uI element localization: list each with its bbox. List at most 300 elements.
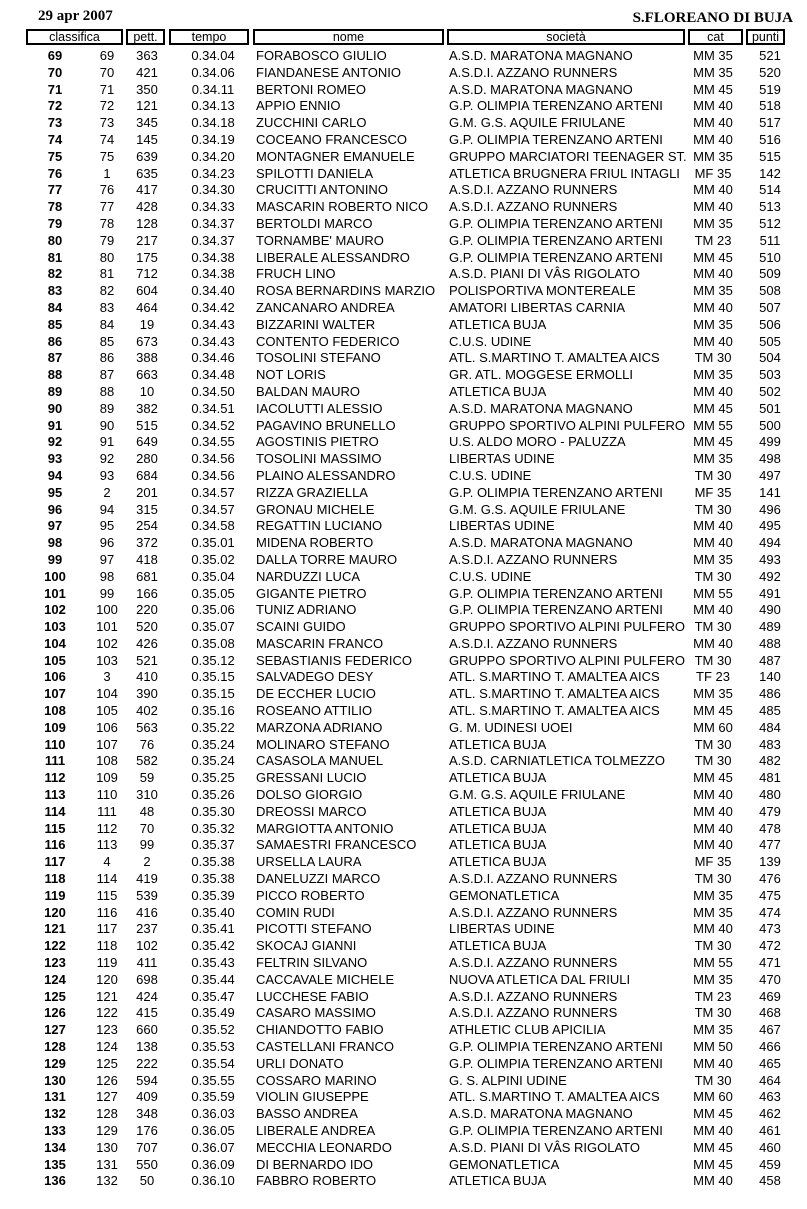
cell-cat: MM 35 (693, 367, 733, 383)
cell-classifica-categoria: 80 (99, 249, 115, 265)
cell-pettorale: 424 (136, 988, 158, 1004)
cell-nome: RIZZA GRAZIELLA (256, 484, 368, 500)
cell-punti: 518 (759, 98, 781, 114)
cell-tempo: 0.34.20 (191, 148, 235, 164)
cell-pettorale: 76 (139, 736, 155, 752)
cell-classifica-categoria: 94 (99, 501, 115, 517)
table-row (0, 720, 807, 737)
cell-cat: TM 30 (694, 501, 732, 517)
cell-nome: DOLSO GIORGIO (256, 787, 363, 803)
cell-classifica-categoria: 3 (103, 669, 111, 685)
cell-classifica-categoria: 115 (96, 887, 118, 903)
table-row (0, 216, 807, 233)
cell-societa: POLISPORTIVA MONTEREALE (449, 283, 636, 299)
cell-nome: TUNIZ ADRIANO (256, 602, 357, 618)
cell-punti: 516 (759, 131, 781, 147)
cell-societa: G.P. OLIMPIA TERENZANO ARTENI (449, 249, 663, 265)
cell-classifica: 122 (44, 938, 66, 954)
cell-tempo: 0.35.55 (191, 1072, 235, 1088)
cell-tempo: 0.35.32 (191, 820, 235, 836)
cell-classifica-categoria: 111 (97, 803, 117, 819)
cell-punti: 501 (759, 400, 781, 416)
cell-classifica: 77 (47, 182, 63, 198)
cell-classifica: 94 (47, 467, 63, 483)
cell-punti: 495 (759, 518, 781, 534)
cell-punti: 490 (759, 602, 781, 618)
table-row (0, 753, 807, 770)
cell-punti: 506 (759, 316, 781, 332)
table-row (0, 1157, 807, 1174)
cell-classifica: 86 (47, 333, 63, 349)
cell-punti: 514 (759, 182, 781, 198)
cell-pettorale: 417 (136, 182, 158, 198)
cell-classifica: 110 (44, 736, 66, 752)
cell-societa: G.M. G.S. AQUILE FRIULANE (449, 115, 626, 131)
cell-classifica-categoria: 100 (96, 602, 118, 618)
cell-pettorale: 201 (136, 484, 158, 500)
cell-classifica: 123 (44, 955, 66, 971)
cell-pettorale: 707 (136, 1139, 158, 1155)
table-row (0, 669, 807, 686)
cell-punti: 484 (759, 719, 781, 735)
cell-pettorale: 254 (136, 518, 158, 534)
cell-tempo: 0.35.06 (191, 602, 235, 618)
cell-classifica: 104 (44, 635, 66, 651)
cell-tempo: 0.34.06 (191, 64, 235, 80)
cell-tempo: 0.34.42 (191, 299, 235, 315)
cell-cat: MM 40 (693, 1173, 733, 1189)
cell-societa: NUOVA ATLETICA DAL FRIULI (449, 971, 631, 987)
cell-nome: GIGANTE PIETRO (256, 585, 367, 601)
cell-pettorale: 176 (136, 1123, 158, 1138)
cell-tempo: 0.34.57 (191, 484, 235, 500)
cell-punti: 140 (759, 669, 781, 685)
cell-classifica: 107 (44, 686, 66, 702)
cell-classifica: 95 (47, 484, 63, 500)
cell-classifica-categoria: 117 (96, 921, 118, 937)
cell-tempo: 0.35.44 (191, 971, 235, 987)
cell-nome: DE ECCHER LUCIO (256, 686, 376, 702)
cell-tempo: 0.35.12 (191, 652, 235, 668)
cell-tempo: 0.35.07 (191, 619, 235, 635)
cell-classifica-categoria: 126 (96, 1072, 118, 1088)
cell-punti: 489 (759, 619, 781, 635)
cell-punti: 491 (759, 585, 781, 601)
cell-pettorale: 50 (139, 1173, 155, 1189)
table-row (0, 451, 807, 468)
cell-tempo: 0.35.39 (191, 887, 235, 903)
cell-tempo: 0.34.48 (191, 367, 235, 383)
table-row (0, 300, 807, 317)
cell-tempo: 0.34.46 (191, 350, 235, 366)
table-row (0, 636, 807, 653)
cell-nome: FABBRO ROBERTO (256, 1173, 377, 1189)
cell-pettorale: 19 (139, 316, 155, 332)
cell-punti: 460 (759, 1139, 781, 1155)
cell-societa: A.S.D. PIANI DI VÂS RIGOLATO (449, 266, 640, 282)
cell-pettorale: 521 (136, 652, 158, 668)
cell-societa: A.S.D. MARATONA MAGNANO (449, 1106, 633, 1122)
cell-pettorale: 673 (136, 333, 158, 349)
table-row (0, 535, 807, 552)
cell-classifica-categoria: 69 (99, 48, 115, 63)
cell-classifica-categoria: 84 (99, 316, 115, 332)
cell-cat: TM 30 (694, 753, 732, 769)
cell-pettorale: 421 (136, 64, 158, 80)
cell-tempo: 0.34.37 (191, 232, 235, 248)
cell-societa: G.P. OLIMPIA TERENZANO ARTENI (449, 484, 663, 500)
cell-classifica-categoria: 81 (99, 266, 115, 282)
cell-classifica-categoria: 125 (96, 1055, 118, 1071)
cell-classifica-categoria: 71 (99, 81, 115, 97)
cell-classifica: 102 (44, 602, 66, 618)
cell-classifica-categoria: 104 (96, 686, 118, 702)
cell-cat: MM 40 (693, 602, 733, 618)
cell-pettorale: 388 (136, 350, 158, 366)
cell-punti: 474 (759, 904, 781, 920)
table-row (0, 502, 807, 519)
cell-punti: 472 (759, 938, 781, 954)
cell-classifica: 80 (47, 232, 63, 248)
cell-classifica: 109 (44, 719, 66, 735)
cell-societa: C.U.S. UDINE (449, 467, 532, 483)
cell-societa: ATHLETIC CLUB APICILIA (449, 1022, 606, 1038)
cell-societa: GEMONATLETICA (449, 1156, 560, 1172)
cell-classifica-categoria: 121 (96, 988, 118, 1004)
cell-nome: CASARO MASSIMO (256, 1005, 376, 1021)
cell-nome: GRESSANI LUCIO (256, 770, 367, 786)
cell-classifica-categoria: 4 (103, 854, 111, 870)
table-row (0, 1089, 807, 1106)
cell-tempo: 0.35.38 (191, 871, 235, 887)
cell-tempo: 0.36.07 (191, 1139, 235, 1155)
cell-classifica-categoria: 79 (99, 232, 115, 248)
cell-nome: MARZONA ADRIANO (256, 719, 383, 735)
cell-nome: APPIO ENNIO (256, 98, 341, 114)
cell-nome: SKOCAJ GIANNI (256, 938, 357, 954)
cell-nome: MONTAGNER EMANUELE (256, 148, 415, 164)
cell-punti: 515 (759, 148, 781, 164)
table-row (0, 854, 807, 871)
cell-pettorale: 390 (136, 686, 158, 702)
cell-societa: A.S.D.I. AZZANO RUNNERS (449, 199, 618, 215)
cell-societa: LIBERTAS UDINE (449, 921, 555, 937)
cell-societa: GRUPPO SPORTIVO ALPINI PULFERO (449, 652, 685, 668)
cell-punti: 520 (759, 64, 781, 80)
cell-societa: GRUPPO MARCIATORI TEENAGER ST. (449, 148, 687, 164)
cell-cat: TM 30 (694, 619, 732, 635)
cell-nome: PAGAVINO BRUNELLO (256, 417, 396, 433)
cell-cat: TM 30 (694, 1072, 732, 1088)
cell-punti: 502 (759, 383, 781, 399)
cell-tempo: 0.35.05 (191, 585, 235, 601)
cell-classifica-categoria: 75 (99, 148, 115, 164)
cell-punti: 499 (759, 434, 781, 450)
cell-cat: MM 35 (693, 148, 733, 164)
table-row (0, 905, 807, 922)
cell-pettorale: 520 (136, 619, 158, 635)
cell-punti: 500 (759, 417, 781, 433)
cell-nome: CONTENTO FEDERICO (256, 333, 400, 349)
table-row (0, 602, 807, 619)
cell-cat: MM 40 (693, 182, 733, 198)
cell-tempo: 0.34.43 (191, 333, 235, 349)
cell-classifica-categoria: 2 (103, 484, 111, 500)
table-row (0, 888, 807, 905)
cell-punti: 141 (759, 484, 781, 500)
cell-classifica-categoria: 98 (99, 568, 115, 584)
cell-nome: PICOTTI STEFANO (256, 921, 372, 937)
cell-nome: DALLA TORRE MAURO (256, 551, 398, 567)
cell-punti: 139 (759, 854, 781, 870)
cell-tempo: 0.36.03 (191, 1106, 235, 1122)
cell-nome: BERTONI ROMEO (256, 81, 367, 97)
cell-tempo: 0.35.42 (191, 938, 235, 954)
cell-societa: ATL. S.MARTINO T. AMALTEA AICS (449, 1089, 660, 1105)
cell-societa: G.P. OLIMPIA TERENZANO ARTENI (449, 1123, 663, 1138)
cell-classifica: 92 (47, 434, 63, 450)
cell-societa: G.P. OLIMPIA TERENZANO ARTENI (449, 585, 663, 601)
cell-societa: A.S.D.I. AZZANO RUNNERS (449, 904, 618, 920)
cell-punti: 504 (759, 350, 781, 366)
cell-cat: MM 40 (693, 131, 733, 147)
cell-classifica: 98 (47, 535, 63, 551)
cell-tempo: 0.35.37 (191, 837, 235, 853)
table-row (0, 334, 807, 351)
cell-classifica: 125 (44, 988, 66, 1004)
cell-cat: MM 35 (693, 64, 733, 80)
cell-pettorale: 663 (136, 367, 158, 383)
cell-tempo: 0.34.40 (191, 283, 235, 299)
cell-tempo: 0.35.43 (191, 955, 235, 971)
table-row (0, 401, 807, 418)
cell-societa: GRUPPO SPORTIVO ALPINI PULFERO (449, 417, 685, 433)
cell-societa: ATLETICA BRUGNERA FRIUL INTAGLI (449, 165, 680, 181)
cell-pettorale: 382 (136, 400, 158, 416)
cell-pettorale: 128 (136, 215, 158, 231)
cell-cat: MM 45 (693, 400, 733, 416)
cell-cat: MM 45 (693, 1139, 733, 1155)
cell-societa: GEMONATLETICA (449, 887, 560, 903)
cell-societa: ATL. S.MARTINO T. AMALTEA AICS (449, 350, 660, 366)
cell-classifica: 85 (47, 316, 63, 332)
cell-societa: ATLETICA BUJA (449, 803, 547, 819)
cell-nome: FELTRIN SILVANO (256, 955, 368, 971)
cell-classifica: 88 (47, 367, 63, 383)
cell-societa: A.S.D.I. AZZANO RUNNERS (449, 64, 618, 80)
cell-nome: CACCAVALE MICHELE (256, 971, 395, 987)
cell-pettorale: 102 (136, 938, 158, 954)
cell-nome: BASSO ANDREA (256, 1106, 358, 1122)
table-row (0, 804, 807, 821)
cell-punti: 463 (759, 1089, 781, 1105)
cell-pettorale: 639 (136, 148, 158, 164)
cell-cat: MM 35 (693, 1022, 733, 1038)
cell-classifica-categoria: 105 (96, 703, 118, 719)
cell-cat: MM 40 (693, 921, 733, 937)
cell-nome: COSSARO MARINO (256, 1072, 377, 1088)
cell-punti: 476 (759, 871, 781, 887)
cell-cat: MM 60 (693, 1089, 733, 1105)
cell-nome: SAMAESTRI FRANCESCO (256, 837, 417, 853)
cell-classifica: 118 (44, 871, 66, 887)
cell-pettorale: 464 (136, 299, 158, 315)
cell-tempo: 0.34.50 (191, 383, 235, 399)
cell-classifica: 71 (47, 81, 63, 97)
cell-cat: TM 30 (694, 1005, 732, 1021)
table-row (0, 1005, 807, 1022)
cell-classifica-categoria: 120 (96, 971, 118, 987)
cell-cat: TM 30 (694, 938, 732, 954)
header-nome: nome (253, 29, 444, 45)
race-location: S.FLOREANO DI BUJA (632, 10, 793, 26)
table-row (0, 1173, 807, 1190)
cell-classifica-categoria: 78 (99, 215, 115, 231)
cell-classifica: 84 (47, 299, 63, 315)
cell-pettorale: 350 (136, 81, 158, 97)
cell-societa: C.U.S. UDINE (449, 568, 532, 584)
cell-pettorale: 415 (136, 1005, 158, 1021)
cell-classifica: 112 (44, 770, 66, 786)
cell-pettorale: 138 (136, 1039, 158, 1055)
cell-nome: SPILOTTI DANIELA (256, 165, 374, 181)
table-row (0, 837, 807, 854)
cell-nome: TOSOLINI MASSIMO (256, 451, 382, 467)
cell-tempo: 0.34.43 (191, 316, 235, 332)
header-cat: cat (688, 29, 743, 45)
cell-punti: 464 (759, 1072, 781, 1088)
table-row (0, 569, 807, 586)
cell-nome: LUCCHESE FABIO (256, 988, 369, 1004)
cell-tempo: 0.35.15 (191, 686, 235, 702)
cell-punti: 487 (759, 652, 781, 668)
cell-nome: BIZZARINI WALTER (256, 316, 376, 332)
cell-pettorale: 59 (139, 770, 155, 786)
cell-classifica-categoria: 109 (96, 770, 118, 786)
cell-cat: TM 30 (694, 467, 732, 483)
cell-cat: MM 45 (693, 81, 733, 97)
cell-pettorale: 217 (136, 232, 158, 248)
table-row (0, 199, 807, 216)
cell-cat: MM 45 (693, 249, 733, 265)
cell-societa: G.P. OLIMPIA TERENZANO ARTENI (449, 1039, 663, 1055)
cell-pettorale: 166 (136, 585, 158, 601)
cell-pettorale: 10 (139, 383, 155, 399)
cell-punti: 519 (759, 81, 781, 97)
cell-tempo: 0.34.51 (191, 400, 235, 416)
cell-societa: ATLETICA BUJA (449, 1173, 547, 1189)
cell-cat: MM 35 (693, 971, 733, 987)
cell-tempo: 0.35.38 (191, 854, 235, 870)
table-row (0, 166, 807, 183)
cell-cat: MM 40 (693, 115, 733, 131)
header-classifica: classifica (26, 29, 123, 45)
cell-classifica-categoria: 102 (96, 635, 118, 651)
table-row (0, 1106, 807, 1123)
cell-nome: PICCO ROBERTO (256, 887, 365, 903)
cell-societa: A.S.D. MARATONA MAGNANO (449, 400, 633, 416)
table-row (0, 770, 807, 787)
cell-classifica: 115 (44, 820, 66, 836)
cell-classifica-categoria: 70 (99, 64, 115, 80)
cell-pettorale: 418 (136, 551, 158, 567)
cell-classifica: 136 (44, 1173, 66, 1189)
cell-cat: MM 40 (693, 333, 733, 349)
cell-nome: ZANCANARO ANDREA (256, 299, 395, 315)
cell-classifica-categoria: 106 (96, 719, 118, 735)
cell-classifica-categoria: 103 (96, 652, 118, 668)
cell-nome: DREOSSI MARCO (256, 803, 367, 819)
cell-classifica-categoria: 87 (99, 367, 115, 383)
cell-punti: 480 (759, 787, 781, 803)
cell-societa: ATL. S.MARTINO T. AMALTEA AICS (449, 686, 660, 702)
cell-classifica-categoria: 119 (96, 955, 118, 971)
cell-pettorale: 684 (136, 467, 158, 483)
cell-tempo: 0.35.41 (191, 921, 235, 937)
cell-cat: MM 45 (693, 1156, 733, 1172)
cell-tempo: 0.35.22 (191, 719, 235, 735)
cell-nome: LIBERALE ANDREA (256, 1123, 376, 1138)
cell-pettorale: 220 (136, 602, 158, 618)
cell-classifica: 119 (44, 887, 66, 903)
cell-pettorale: 515 (136, 417, 158, 433)
cell-cat: MM 35 (693, 686, 733, 702)
cell-societa: G.M. G.S. AQUILE FRIULANE (449, 787, 626, 803)
cell-cat: TF 23 (696, 669, 730, 685)
cell-nome: FRUCH LINO (256, 266, 336, 282)
cell-classifica: 79 (47, 215, 63, 231)
table-row (0, 65, 807, 82)
cell-classifica: 130 (44, 1072, 66, 1088)
cell-punti: 517 (759, 115, 781, 131)
cell-classifica-categoria: 77 (99, 199, 115, 215)
cell-tempo: 0.34.19 (191, 131, 235, 147)
cell-classifica: 90 (47, 400, 63, 416)
cell-classifica-categoria: 92 (99, 451, 115, 467)
cell-societa: A.S.D.I. AZZANO RUNNERS (449, 988, 618, 1004)
cell-tempo: 0.34.55 (191, 434, 235, 450)
cell-classifica: 89 (47, 383, 63, 399)
cell-classifica: 108 (44, 703, 66, 719)
cell-pettorale: 222 (136, 1055, 158, 1071)
cell-cat: MM 40 (693, 266, 733, 282)
cell-pettorale: 2 (143, 854, 151, 870)
cell-classifica-categoria: 82 (99, 283, 115, 299)
table-row (0, 485, 807, 502)
cell-classifica: 76 (47, 165, 63, 181)
cell-nome: CHIANDOTTO FABIO (256, 1022, 384, 1038)
cell-classifica: 127 (44, 1022, 66, 1038)
cell-pettorale: 550 (136, 1156, 158, 1172)
cell-nome: PLAINO ALESSANDRO (256, 467, 396, 483)
cell-nome: AGOSTINIS PIETRO (256, 434, 379, 450)
cell-punti: 466 (759, 1039, 781, 1055)
cell-classifica: 100 (44, 568, 66, 584)
cell-cat: MF 35 (694, 854, 732, 870)
cell-punti: 478 (759, 820, 781, 836)
cell-cat: MM 40 (693, 820, 733, 836)
table-row (0, 1140, 807, 1157)
cell-classifica-categoria: 114 (96, 871, 118, 887)
cell-nome: URSELLA LAURA (256, 854, 362, 870)
cell-societa: ATLETICA BUJA (449, 316, 547, 332)
cell-pettorale: 237 (136, 921, 158, 937)
cell-tempo: 0.34.52 (191, 417, 235, 433)
cell-pettorale: 48 (139, 803, 155, 819)
cell-punti: 507 (759, 299, 781, 315)
cell-pettorale: 426 (136, 635, 158, 651)
cell-pettorale: 416 (136, 904, 158, 920)
